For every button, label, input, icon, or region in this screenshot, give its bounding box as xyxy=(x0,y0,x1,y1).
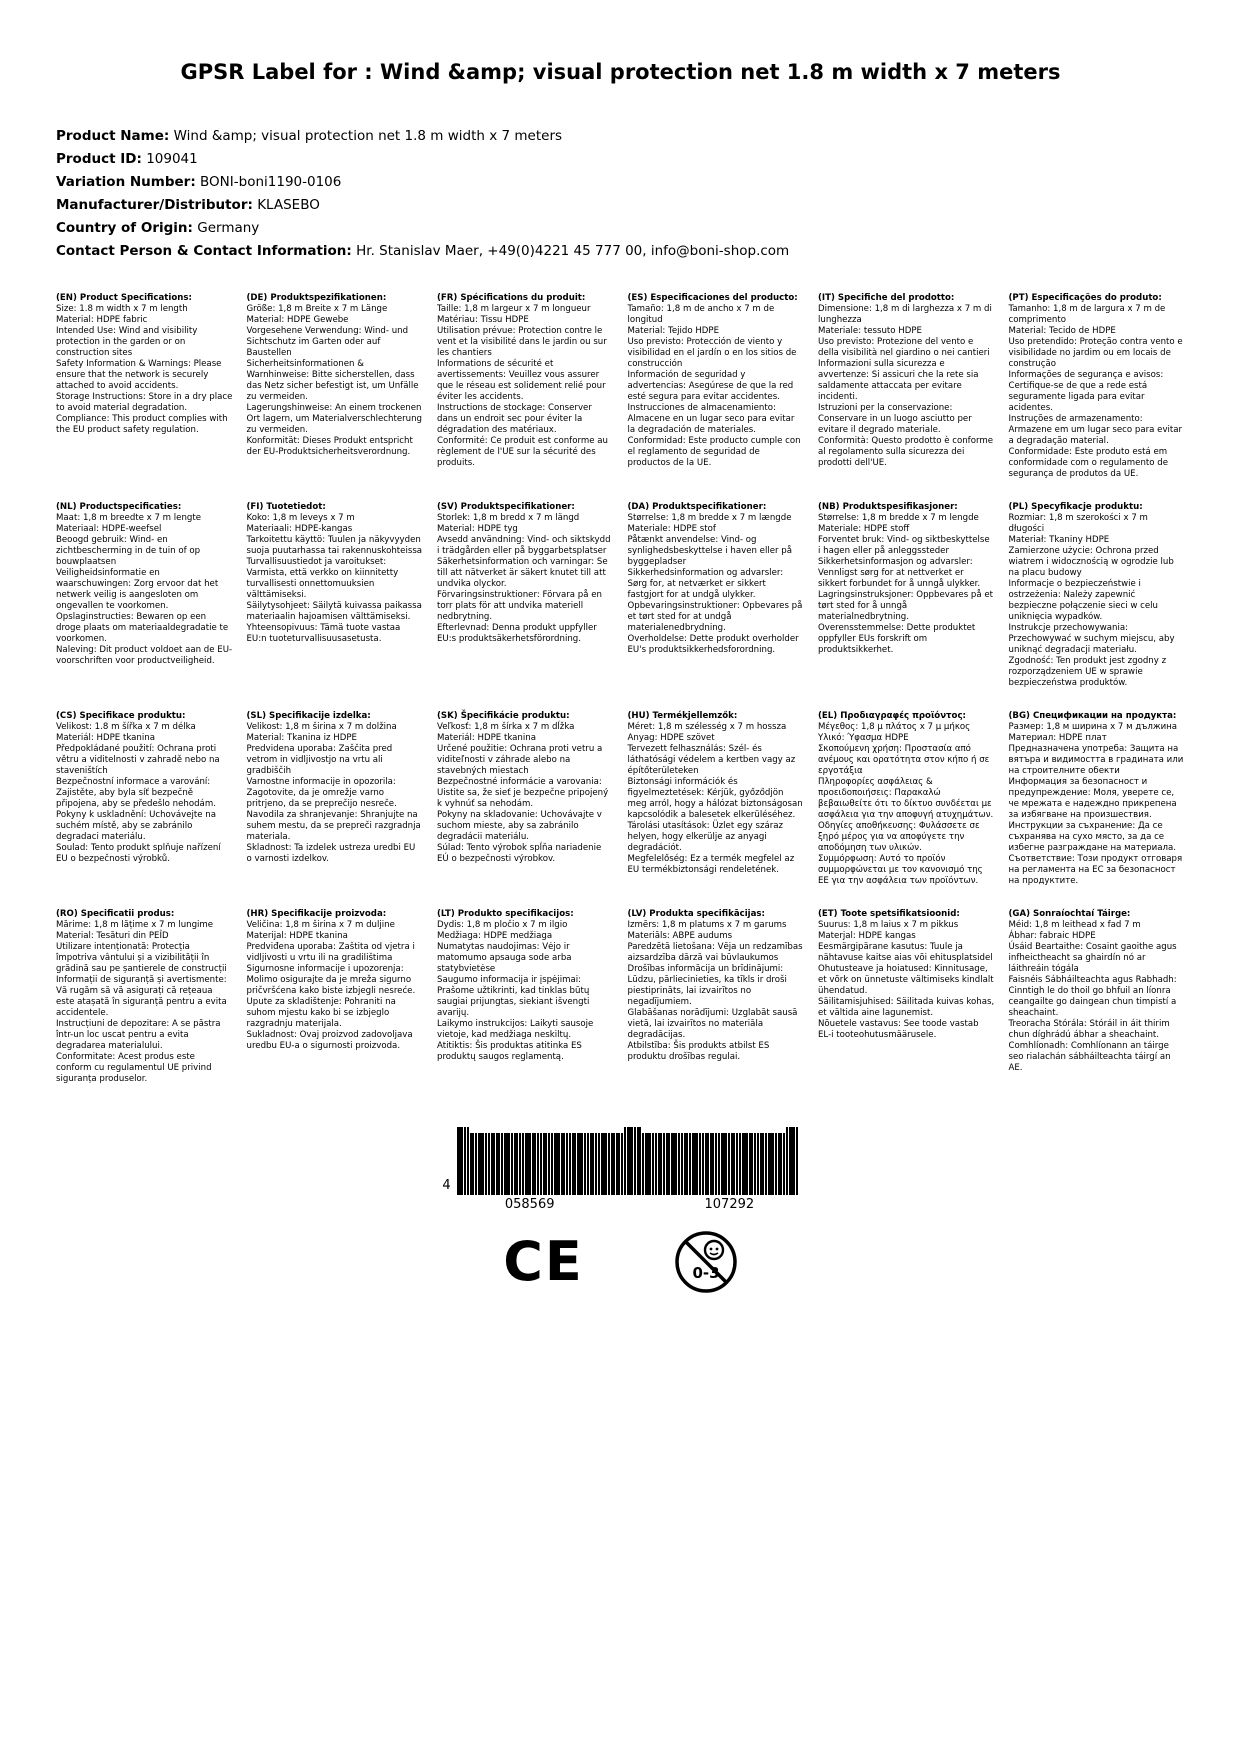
meta-row-variation xyxy=(56,172,1185,194)
lang-heading: (PL) Specyfikacje produktu: xyxy=(1008,501,1143,512)
product-name-label: Product Name: xyxy=(56,128,170,145)
lang-body: Veľkosť: 1,8 m šírka x 7 m dĺžka Materiál: HDPE tkanina Určené použitie: Ochrana proti vetru a viditeľnosti v záhrade alebo na stavebných miestach Bezpečnostné informácie a varovania: Uistite sa, že sieť je bezpečne pripojený k vyhnúť sa nehodám. Pokyny na skladovanie: Uchovávajte v suchom mieste, aby sa zabránilo degradácii materiálu. Súlad: Tento výrobok spĺňa nariadenie EÚ o bezpečnosti výrobkov. xyxy=(437,721,609,864)
lang-heading: (DE) Produktspezifikationen: xyxy=(246,292,387,303)
lang-block-fi xyxy=(247,502,424,711)
lang-heading: (HU) Termékjellemzők: xyxy=(627,710,738,721)
lang-block-sl xyxy=(247,711,424,909)
barcode-lead-digit: 4 xyxy=(442,1177,451,1193)
lang-heading: (SK) Špecifikácie produktu: xyxy=(437,710,570,721)
meta-row-manufacturer xyxy=(56,195,1185,217)
lang-heading: (IT) Specifiche del prodotto: xyxy=(818,292,955,303)
lang-block-en xyxy=(56,293,233,502)
lang-block-hu xyxy=(628,711,805,909)
lang-heading: (EL) Προδιαγραφές προϊόντος: xyxy=(818,710,966,721)
lang-body: Размер: 1,8 м ширина x 7 м дължина Материал: HDPE плат Предназначена употреба: Защита на вятъра и видимостта в градината или на строителните обекти Информация за безопасност и предупреждение: Моля, уверете се, че мрежата е надеждно прикрепена за избягване на произшествия. Инструкции за съхранение: Да се съхранява на сухо място, за да се избегне разграждане на материала. Съответствие: Този продукт отговаря на регламента на ЕС за безопасност на продуктите. xyxy=(1008,721,1184,886)
lang-heading: (EN) Product Specifications: xyxy=(56,292,192,303)
lang-block-cs xyxy=(56,711,233,909)
lang-heading: (LT) Produkto specifikacijos: xyxy=(437,908,574,919)
lang-block-bg xyxy=(1009,711,1186,909)
lang-body: Maat: 1,8 m breedte x 7 m lengte Materiaal: HDPE-weefsel Beoogd gebruik: Wind- en zichtbescherming in de tuin of op bouwplaatsen Veiligheidsinformatie en waarschuwingen: Zorg ervoor dat het netwerk veilig is aangesloten om ongevallen te voorkomen. Opslaginstructies: Bewaren op een droge plaats om materiaaldegradatie te voorkomen. Naleving: Dit product voldoet aan de EU-voorschriften voor productveiligheid. xyxy=(56,512,233,666)
compliance-marks xyxy=(503,1230,738,1294)
lang-block-nl xyxy=(56,502,233,711)
lang-heading: (PT) Especificações do produto: xyxy=(1008,292,1162,303)
lang-body: Méid: 1,8 m leithead x fad 7 m Ábhar: fabraic HDPE Úsáid Beartaithe: Cosaint gaoithe agus infheictheacht sa ghairdín nó ar láithreáin tógála Faisnéis Sábháilteachta agus Rabhadh: Cinntigh le do thoil go bhfuil an líonra ceangailte go daingean chun timpistí a sheachaint. Treoracha Stórála: Stóráil in áit thirim chun díghrádú ábhar a sheachaint. Comhlíonadh: Comhlíonann an táirge seo rialachán sábháilteachta táirgí an AE. xyxy=(1008,919,1177,1073)
lang-heading: (SL) Specifikacije izdelka: xyxy=(246,710,371,721)
lang-heading: (FR) Spécifications du produit: xyxy=(437,292,586,303)
lang-heading: (NB) Produktspesifikasjoner: xyxy=(818,501,958,512)
language-specifications-grid xyxy=(56,293,1185,1107)
variation-number-value: BONI-boni1190-0106 xyxy=(200,174,342,191)
lang-block-el xyxy=(818,711,995,909)
lang-heading: (GA) Sonraíochtaí Táirge: xyxy=(1008,908,1131,919)
lang-heading: (DA) Produktspecifikationer: xyxy=(627,501,767,512)
meta-row-product-id xyxy=(56,149,1185,171)
lang-heading: (RO) Specificatii produs: xyxy=(56,908,175,919)
lang-body: Mărime: 1,8 m lățime x 7 m lungime Material: Tesături din PEÎD Utilizare intenționată: Protecția împotriva vântului și a vizibilității în grădină sau pe șantierele de construcții Informații de siguranță și avertismente: Vă rugăm să vă asigurați că rețeaua este atașată în siguranță pentru a evita accidentele. Instrucțiuni de depozitare: A se păstra într-un loc uscat pentru a evita degradarea materialului. Conformitate: Acest produs este conform cu regulamentul UE privind siguranța produselor. xyxy=(56,919,227,1084)
country-of-origin-label: Country of Origin: xyxy=(56,219,193,236)
lang-heading: (BG) Спецификации на продукта: xyxy=(1008,710,1177,721)
product-id-label: Product ID: xyxy=(56,151,142,168)
lang-body: Størrelse: 1,8 m bredde x 7 m lengde Materiale: HDPE stoff Forventet bruk: Vind- og siktbeskyttelse i hagen eller på anleggssteder Sikkerhetsinformasjon og advarsler: Vennligst sørg for at nettverket er sikkert forbundet for å unngå ulykker. Lagringsinstruksjoner: Oppbevares på et tørt sted for å unngå materialnedbrytning. Overensstemmelse: Dette produktet oppfyller EUs forskrift om produktsikkerhet. xyxy=(818,512,994,655)
lang-block-de xyxy=(247,293,424,502)
lang-block-it xyxy=(818,293,995,502)
age-warning-0-3-icon xyxy=(674,1230,738,1294)
lang-body: Taille: 1,8 m largeur x 7 m longueur Matériau: Tissu HDPE Utilisation prévue: Protection contre le vent et la visibilité dans le jardin ou sur les chantiers Informations de sécurité et avertissements: Veuillez vous assurer que le réseau est solidement relié pour éviter les accidents. Instructions de stockage: Conserver dans un endroit sec pour éviter la dégradation des matériaux. Conformité: Ce produit est conforme au règlement de l'UE sur la sécurité des produits. xyxy=(437,303,608,468)
barcode-bars xyxy=(457,1133,799,1195)
contact-label: Contact Person & Contact Information: xyxy=(56,242,352,259)
product-name-value: Wind &amp; visual protection net 1.8 m width x 7 meters xyxy=(173,128,563,145)
ce-mark-icon: CE xyxy=(503,1229,584,1293)
contact-value: Hr. Stanislav Maer, +49(0)4221 45 777 00, info@boni-shop.com xyxy=(356,242,790,259)
lang-block-hr xyxy=(247,909,424,1107)
manufacturer-value: KLASEBO xyxy=(257,196,320,213)
lang-block-sk xyxy=(437,711,614,909)
barcode-left-digits: 058569 xyxy=(504,1196,555,1212)
lang-body: Koko: 1,8 m leveys x 7 m Materiaali: HDPE-kangas Tarkoitettu käyttö: Tuulen ja näkyvyyden suoja puutarhassa tai rakennuskohteissa Turvallisuustiedot ja varoitukset: Varmista, että verkko on kiinnitetty turvallisesti onnettomuuksien välttämiseksi. Säilytysohjeet: Säilytä kuivassa paikassa materiaalin hajoamisen välttämiseksi. Yhteensopivuus: Tämä tuote vastaa EU:n tuoteturvallisuusasetusta. xyxy=(246,512,423,644)
lang-body: Tamanho: 1,8 m de largura x 7 m de comprimento Material: Tecido de HDPE Uso pretendido: Proteção contra vento e visibilidade no jardim ou em locais de construção Informações de segurança e avisos: Certifique-se de que a rede está seguramente ligada para evitar acidentes. Instruções de armazenamento: Armazene em um lugar seco para evitar a degradação material. Conformidade: Este produto está em conformidade com o regulamento de segurança de produtos da UE. xyxy=(1008,303,1183,479)
lang-heading: (CS) Specifikace produktu: xyxy=(56,710,186,721)
lang-block-ga xyxy=(1009,909,1186,1107)
barcode-numbers xyxy=(505,1197,754,1212)
meta-row-contact xyxy=(56,241,1185,263)
lang-block-da xyxy=(628,502,805,711)
lang-body: Rozmiar: 1,8 m szerokości x 7 m długości Materiał: Tkaniny HDPE Zamierzone użycie: Ochrona przed wiatrem i widocznością w ogrodzie lub na placu budowy Informacje o bezpieczeństwie i ostrzeżenia: Należy zapewnić bezpieczne połączenie sieci w celu uniknięcia wypadków. Instrukcje przechowywania: Przechowywać w suchym miejscu, aby uniknąć degradacji materiału. Zgodność: Ten produkt jest zgodny z rozporządzeniem UE w sprawie bezpieczeństwa produktów. xyxy=(1008,512,1175,688)
lang-heading: (ES) Especificaciones del producto: xyxy=(627,292,798,303)
lang-block-sv xyxy=(437,502,614,711)
lang-body: Méret: 1,8 m szélesség x 7 m hossza Anyag: HDPE szövet Tervezett felhasználás: Szél- és láthatósági védelem a kertben vagy az építőterületeken Biztonsági információk és figyelmeztetések: Kérjük, győződjön meg arról, hogy a hálózat biztonságosan kapcsolódik a balesetek elkerüléséhez. Tárolási utasítások: Üzlet egy száraz helyen, hogy elkerülje az anyagi degradációt. Megfelelőség: Ez a termék megfelel az EU termékbiztonsági rendeletének. xyxy=(627,721,803,875)
lang-heading: (LV) Produkta specifikācijas: xyxy=(627,908,765,919)
lang-block-pl xyxy=(1009,502,1186,711)
lang-body: Izmērs: 1,8 m platums x 7 m garums Materiāls: ABPE audums Paredzētā lietošana: Vēja un redzamības aizsardzība dārzā vai būvlaukumos Drošības informācija un brīdinājumi: Lūdzu, pārliecinieties, ka tīkls ir droši piestiprināts, lai izvairītos no negadījumiem. Glabāšanas norādījumi: Uzglabāt sausā vietā, lai izvairītos no materiāla degradācijas. Atbilstība: Šis produkts atbilst ES produktu drošības regulai. xyxy=(627,919,803,1062)
product-meta xyxy=(56,126,1185,262)
lang-body: Storlek: 1,8 m bredd x 7 m längd Material: HDPE tyg Avsedd användning: Vind- och siktskydd i trädgården eller på byggarbetsplatser Säkerhetsinformation och varningar: Se till att nätverket är säkert knutet till att undvika olyckor. Förvaringsinstruktioner: Förvara på en torr plats för att undvika materiell nedbrytning. Efterlevnad: Denna produkt uppfyller EU:s produktsäkerhetsförordning. xyxy=(437,512,611,644)
lang-heading: (NL) Productspecificaties: xyxy=(56,501,182,512)
variation-number-label: Variation Number: xyxy=(56,174,196,191)
lang-body: Veličina: 1,8 m širina x 7 m duljine Materijal: HDPE tkanina Predviđena uporaba: Zaštita od vjetra i vidljivosti u vrtu ili na gradilištima Sigurnosne informacije i upozorenja: Molimo osigurajte da je mreža sigurno pričvršćena kako biste izbjegli nesreće. Upute za skladištenje: Pohraniti na suhom mjestu kako bi se izbjeglo razgradnju materijala. Sukladnost: Ovaj proizvod zadovoljava uredbu EU-a o sigurnosti proizvoda. xyxy=(246,919,416,1051)
barcode xyxy=(442,1133,798,1195)
lang-block-et xyxy=(818,909,995,1107)
page-title: GPSR Label for : Wind &amp; visual protection net 1.8 m width x 7 meters xyxy=(180,60,1061,84)
barcode-right-digits: 107292 xyxy=(704,1196,755,1212)
country-of-origin-value: Germany xyxy=(197,219,260,236)
lang-heading: (ET) Toote spetsifikatsioonid: xyxy=(818,908,960,919)
lang-body: Tamaño: 1,8 m de ancho x 7 m de longitud Material: Tejido HDPE Uso previsto: Protección de viento y visibilidad en el jardín o en los sitios de construcción Información de seguridad y advertencias: Asegúrese de que la red esté segura para evitar accidentes. Instrucciones de almacenamiento: Almacene en un lugar seco para evitar la degradación de materiales. Conformidad: Este producto cumple con el reglamento de seguridad de productos de la UE. xyxy=(627,303,801,468)
lang-body: Suurus: 1,8 m laius x 7 m pikkus Materjal: HDPE kangas Eesmärgipärane kasutus: Tuule ja nähtavuse kaitse aias või ehitusplatsidel Ohutusteave ja hoiatused: Kinnitusage, et võrk on ünnetuste vältimiseks kindlalt ühendatud. Säilitamisjuhised: Säilitada kuivas kohas, et vältida aine lagunemist. Nõuetele vastavus: See toode vastab EL-i tooteohutusmäärusele. xyxy=(818,919,995,1040)
lang-block-pt xyxy=(1009,293,1186,502)
lang-body: Dimensione: 1,8 m di larghezza x 7 m di lunghezza Materiale: tessuto HDPE Uso previsto: Protezione del vento e della visibilità nel giardino o nei cantieri Informazioni sulla sicurezza e avvertenze: Si assicuri che la rete sia saldamente attaccata per evitare incidenti. Istruzioni per la conservazione: Conservare in un luogo asciutto per evitare il degrado materiale. Conformità: Questo prodotto è conforme al regolamento sulla sicurezza dei prodotti dell'UE. xyxy=(818,303,993,468)
lang-block-lt xyxy=(437,909,614,1107)
lang-body: Velikost: 1,8 m širina x 7 m dolžina Material: Tkanina iz HDPE Predvidena uporaba: Zaščita pred vetrom in vidljivostjo na vrtu ali gradbiščih Varnostne informacije in opozorila: Zagotovite, da je omrežje varno pritrjeno, da se preprečijo nesreče. Navodila za shranjevanje: Shranjujte na suhem mestu, da se prepreči razgradnja materiala. Skladnost: Ta izdelek ustreza uredbi EU o varnosti izdelkov. xyxy=(246,721,421,864)
lang-body: Size: 1.8 m width x 7 m length Material: HDPE fabric Intended Use: Wind and visibility protection in the garden or on construction sites Safety Information & Warnings: Please ensure that the network is securely attached to avoid accidents. Storage Instructions: Store in a dry place to avoid material degradation. Compliance: This product complies with the EU product safety regulation. xyxy=(56,303,233,435)
lang-block-ro xyxy=(56,909,233,1107)
lang-block-es xyxy=(628,293,805,502)
lang-body: Velikost: 1.8 m šířka x 7 m délka Materiál: HDPE tkanina Předpokládané použití: Ochrana proti větru a viditelnosti v zahradě nebo na staveništích Bezpečnostní informace a varování: Zajistěte, aby byla síť bezpečně připojena, aby se předešlo nehodám. Pokyny k uskladnění: Uchovávejte na suchém místě, aby se zabránilo degradaci materiálu. Soulad: Tento produkt splňuje nařízení EU o bezpečnosti výrobků. xyxy=(56,721,221,864)
lang-heading: (HR) Specifikacije proizvoda: xyxy=(246,908,387,919)
meta-row-product-name xyxy=(56,126,1185,148)
lang-body: Μέγεθος: 1,8 μ πλάτος x 7 μ μήκος Υλικό: Ύφασμα HDPE Σκοπούμενη χρήση: Προστασία από ανέμους και ορατότητα στον κήπο ή σε εργοτάξια Πληροφορίες ασφάλειας & προειδοποιήσεις: Παρακαλώ βεβαιωθείτε ότι το δίκτυο συνδέεται με ασφάλεια για την αποφυγή ατυχημάτων. Οδηγίες αποθήκευσης: Φυλάσσετε σε ξηρό μέρος για να αποφύγετε την αποδόμηση των υλικών. Συμμόρφωση: Αυτό το προϊόν συμμορφώνεται με τον κανονισμό της ΕΕ για την ασφάλεια των προϊόντων. xyxy=(818,721,994,886)
product-id-value: 109041 xyxy=(146,151,198,168)
manufacturer-label: Manufacturer/Distributor: xyxy=(56,196,253,213)
lang-body: Størrelse: 1,8 m bredde x 7 m længde Materiale: HDPE stof Påtænkt anvendelse: Vind- og synlighedsbeskyttelse i haven eller på byggepladser Sikkerhedsinformation og advarsler: Sørg for, at netværket er sikkert fastgjort for at undgå ulykker. Opbevaringsinstruktioner: Opbevares på et tørt sted for at undgå materialenedbrydning. Overholdelse: Dette produkt overholder EU's produktsikkerhedsforordning. xyxy=(627,512,803,655)
lang-body: Dydis: 1,8 m pločio x 7 m ilgio Medžiaga: HDPE medžiaga Numatytas naudojimas: Vėjo ir matomumo apsauga sode arba statybvietėse Saugumo informacija ir įspėjimai: Prašome užtikrinti, kad tinklas būtų saugiai prijungtas, siekiant išvengti avarijų. Laikymo instrukcijos: Laikyti sausoje vietoje, kad medžiaga neskiltų. Atitiktis: Šis produktas atitinka ES produktų saugos reglamentą. xyxy=(437,919,594,1062)
lang-block-fr xyxy=(437,293,614,502)
lang-block-nb xyxy=(818,502,995,711)
meta-row-country xyxy=(56,218,1185,240)
lang-block-lv xyxy=(628,909,805,1107)
svg-text:0-3: 0-3 xyxy=(692,1263,720,1282)
lang-body: Größe: 1,8 m Breite x 7 m Länge Material: HDPE Gewebe Vorgesehene Verwendung: Wind- und Sichtschutz im Garten oder auf Baustellen Sicherheitsinformationen & Warnhinweise: Bitte sicherstellen, dass das Netz sicher befestigt ist, um Unfälle zu vermeiden. Lagerungshinweise: An einem trockenen Ort lagern, um Materialverschlechterung zu vermeiden. Konformität: Dieses Produkt entspricht der EU-Produktsicherheitsverordnung. xyxy=(246,303,422,457)
lang-heading: (FI) Tuotetiedot: xyxy=(246,501,326,512)
footer xyxy=(56,1133,1185,1294)
lang-heading: (SV) Produktspecifikationer: xyxy=(437,501,575,512)
